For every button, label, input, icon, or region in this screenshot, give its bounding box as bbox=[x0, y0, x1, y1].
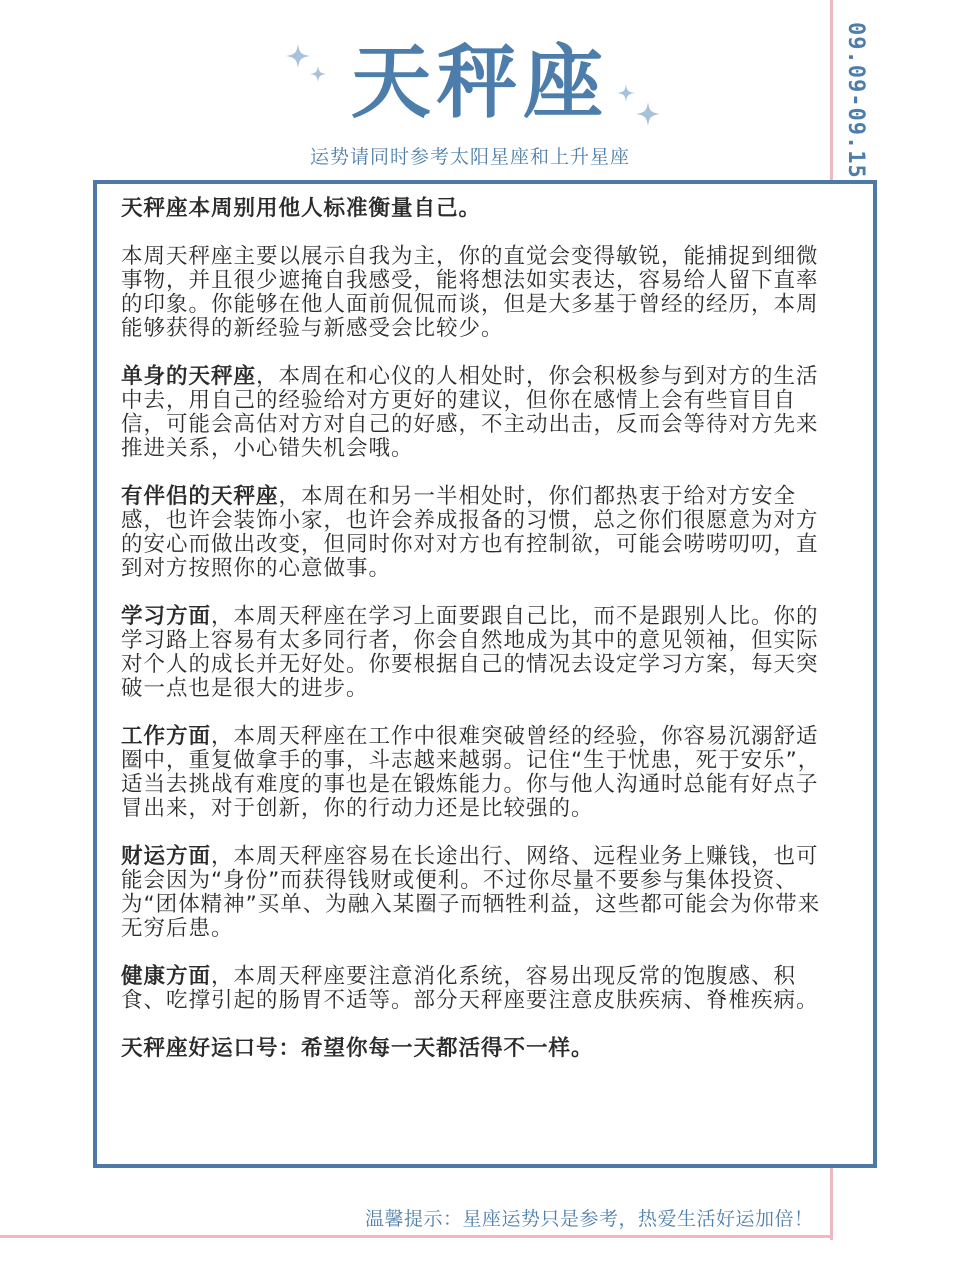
intro-paragraph: 本周天秤座主要以展示自我为主，你的直觉会变得敏锐，能捕捉到细微事物，并且很少遮掩自我感受，能将想法如实表达，容易给人留下直率的印象。你能够在他人面前侃侃而谈，但是大多基于曾经的经历，本周能够获得的新经验与新感受会比较少。 bbox=[121, 244, 819, 341]
section-health: 健康方面，本周天秤座要注意消化系统，容易出现反常的饱腹感、积食、吃撑引起的肠胃不适等。部分天秤座要注意皮肤疾病、脊椎疾病。 bbox=[121, 964, 819, 1013]
section-study: 学习方面，本周天秤座在学习上面要跟自己比，而不是跟别人比。你的学习路上容易有太多同行者，你会自然地成为其中的意见领袖，但实际对个人的成长并无好处。你要根据自己的情况去设定学习方案，每天突破一点也是很大的进步。 bbox=[121, 604, 819, 701]
footer-tip: 温馨提示：星座运势只是参考，热爱生活好运加倍！ bbox=[365, 1208, 814, 1230]
page-title: 天秤座 bbox=[351, 36, 609, 129]
date-range: 09.09-09.15 bbox=[843, 22, 868, 179]
page-subtitle: 运势请同时参考太阳星座和上升星座 bbox=[309, 146, 630, 168]
headline: 天秤座本周别用他人标准衡量自己。 bbox=[121, 196, 482, 221]
horoscope-content bbox=[121, 197, 821, 1085]
section-work: 工作方面，本周天秤座在工作中很难突破曾经的经验，你容易沉溺舒适圈中，重复做拿手的事，斗志越来越弱。记住“生于忧患，死于安乐”，适当去挑战有难度的事也是在锻炼能力。你与他人沟通时总能有好点子冒出来，对于创新，你的行动力还是比较强的。 bbox=[121, 724, 821, 821]
section-single: 单身的天秤座，本周在和心仪的人相处时，你会积极参与到对方的生活中去，用自己的经验给对方更好的建议，但你在感情上会有些盲目自信，可能会高估对方对自己的好感，不主动出击，反而会等待对方先来推进关系，小心错失机会哦。 bbox=[121, 364, 819, 461]
section-wealth: 财运方面，本周天秤座容易在长途出行、网络、远程业务上赚钱，也可能会因为“身份”而获得钱财或便利。不过你尽量不要参与集体投资、为“团体精神”买单、为融入某圈子而牺牲利益，这些都可能会为你带来无穷后患。 bbox=[121, 844, 821, 941]
decorative-horizontal-line bbox=[0, 1235, 833, 1238]
slogan: 天秤座好运口号：希望你每一天都活得不一样。 bbox=[121, 1036, 594, 1061]
section-couple: 有伴侣的天秤座，本周在和另一半相处时，你们都热衷于给对方安全感，也许会装饰小家，也许会养成报备的习惯，总之你们很愿意为对方的安心而做出改变，但同时你对对方也有控制欲，可能会唠唠叨叨，直到对方按照你的心意做事。 bbox=[121, 484, 819, 581]
